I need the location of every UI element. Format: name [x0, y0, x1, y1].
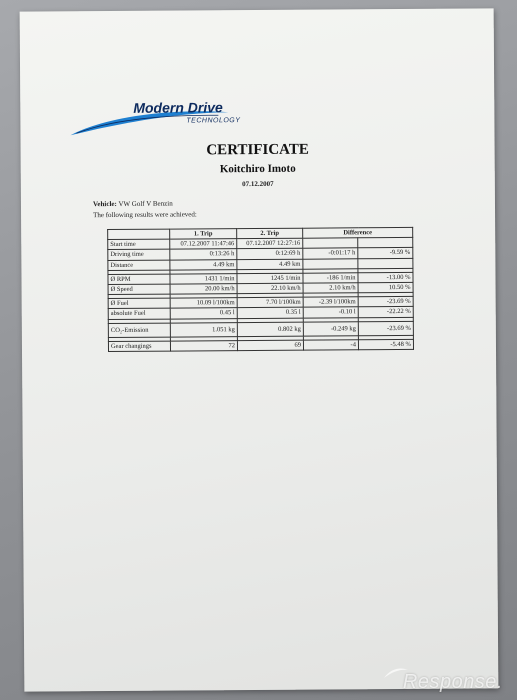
row-label: CO₂-Emission: [108, 323, 170, 337]
trip2-value: 7.70 l/100km: [237, 297, 303, 308]
difference-percent: -5.48 %: [358, 339, 413, 350]
trip1-value: 1.051 kg: [170, 322, 237, 336]
row-label: absolute Fuel: [108, 308, 170, 319]
row-label: Ø Speed: [108, 284, 170, 295]
trip2-value: 0.35 l: [237, 308, 303, 319]
difference-absolute: [303, 258, 358, 269]
difference-percent: -23.69 %: [358, 297, 413, 308]
difference-percent: [358, 258, 413, 269]
vehicle-line: [93, 200, 173, 209]
trip2-value: 69: [237, 340, 303, 351]
header-cell-trip2: 2. Trip: [237, 228, 303, 239]
trip1-value: 20.00 km/h: [170, 284, 237, 295]
trip1-value: 0:13:26 h: [170, 249, 237, 260]
header-cell-difference: Difference: [303, 227, 413, 238]
trip1-value: 0.45 l: [170, 308, 237, 319]
difference-absolute: -186 1/min: [303, 273, 358, 284]
table-row: [108, 339, 413, 351]
row-label: Start time: [108, 239, 170, 250]
row-label: Ø RPM: [108, 274, 170, 285]
difference-absolute: -4: [303, 339, 358, 350]
vehicle-label: Vehicle:: [92, 199, 117, 209]
logo-tagline: TECHNOLOGY: [186, 117, 241, 125]
watermark-logo: Response.: [402, 671, 503, 693]
difference-percent: -22.22 %: [358, 307, 413, 318]
row-label: Ø Fuel: [108, 298, 170, 309]
trip2-value: 07.12.2007 12:27:16: [237, 238, 303, 249]
logo-name: Modern Drive: [133, 99, 223, 116]
header-cell-trip1: 1. Trip: [170, 229, 237, 240]
trip2-value: 1245 1/min: [237, 273, 303, 284]
row-label: Gear changings: [108, 341, 170, 352]
recipient-name: Koitchiro Imoto: [219, 162, 296, 176]
certificate-page: [20, 8, 499, 691]
difference-absolute: -2.39 l/100km: [303, 297, 358, 308]
row-label: Distance: [108, 260, 170, 271]
certificate-title: CERTIFICATE: [206, 141, 309, 159]
results-intro: The following results were achieved:: [93, 210, 197, 220]
header-cell-label: [108, 229, 170, 240]
trip2-value: 4.49 km: [237, 259, 303, 270]
difference-absolute: -0.10 l: [303, 307, 358, 318]
difference-percent: 10.50 %: [358, 282, 413, 293]
trip1-value: 4.49 km: [170, 259, 237, 270]
results-table: [107, 227, 414, 352]
difference-absolute: -0.249 kg: [303, 321, 358, 335]
difference-absolute: [303, 238, 358, 249]
certificate-date: 07.12.2007: [242, 179, 274, 189]
difference-percent: [358, 238, 413, 249]
trip2-value: 0:12:69 h: [237, 249, 303, 260]
difference-absolute: -0:01:17 h: [303, 248, 358, 259]
trip2-value: 22.10 km/h: [237, 283, 303, 294]
difference-percent: -13.00 %: [358, 272, 413, 283]
difference-absolute: 2.10 km/h: [303, 283, 358, 294]
trip1-value: 72: [170, 340, 237, 351]
trip2-value: 0.802 kg: [237, 322, 303, 336]
row-label: Driving time: [108, 249, 170, 260]
difference-percent: -23.69 %: [358, 321, 413, 335]
trip1-value: 1431 1/min: [170, 273, 237, 284]
trip1-value: 10.09 l/100km: [170, 298, 237, 309]
difference-percent: -9.59 %: [358, 248, 413, 259]
trip1-value: 07.12.2007 11:47:46: [170, 239, 237, 250]
vehicle-value: VW Golf V Benzin: [118, 199, 173, 208]
